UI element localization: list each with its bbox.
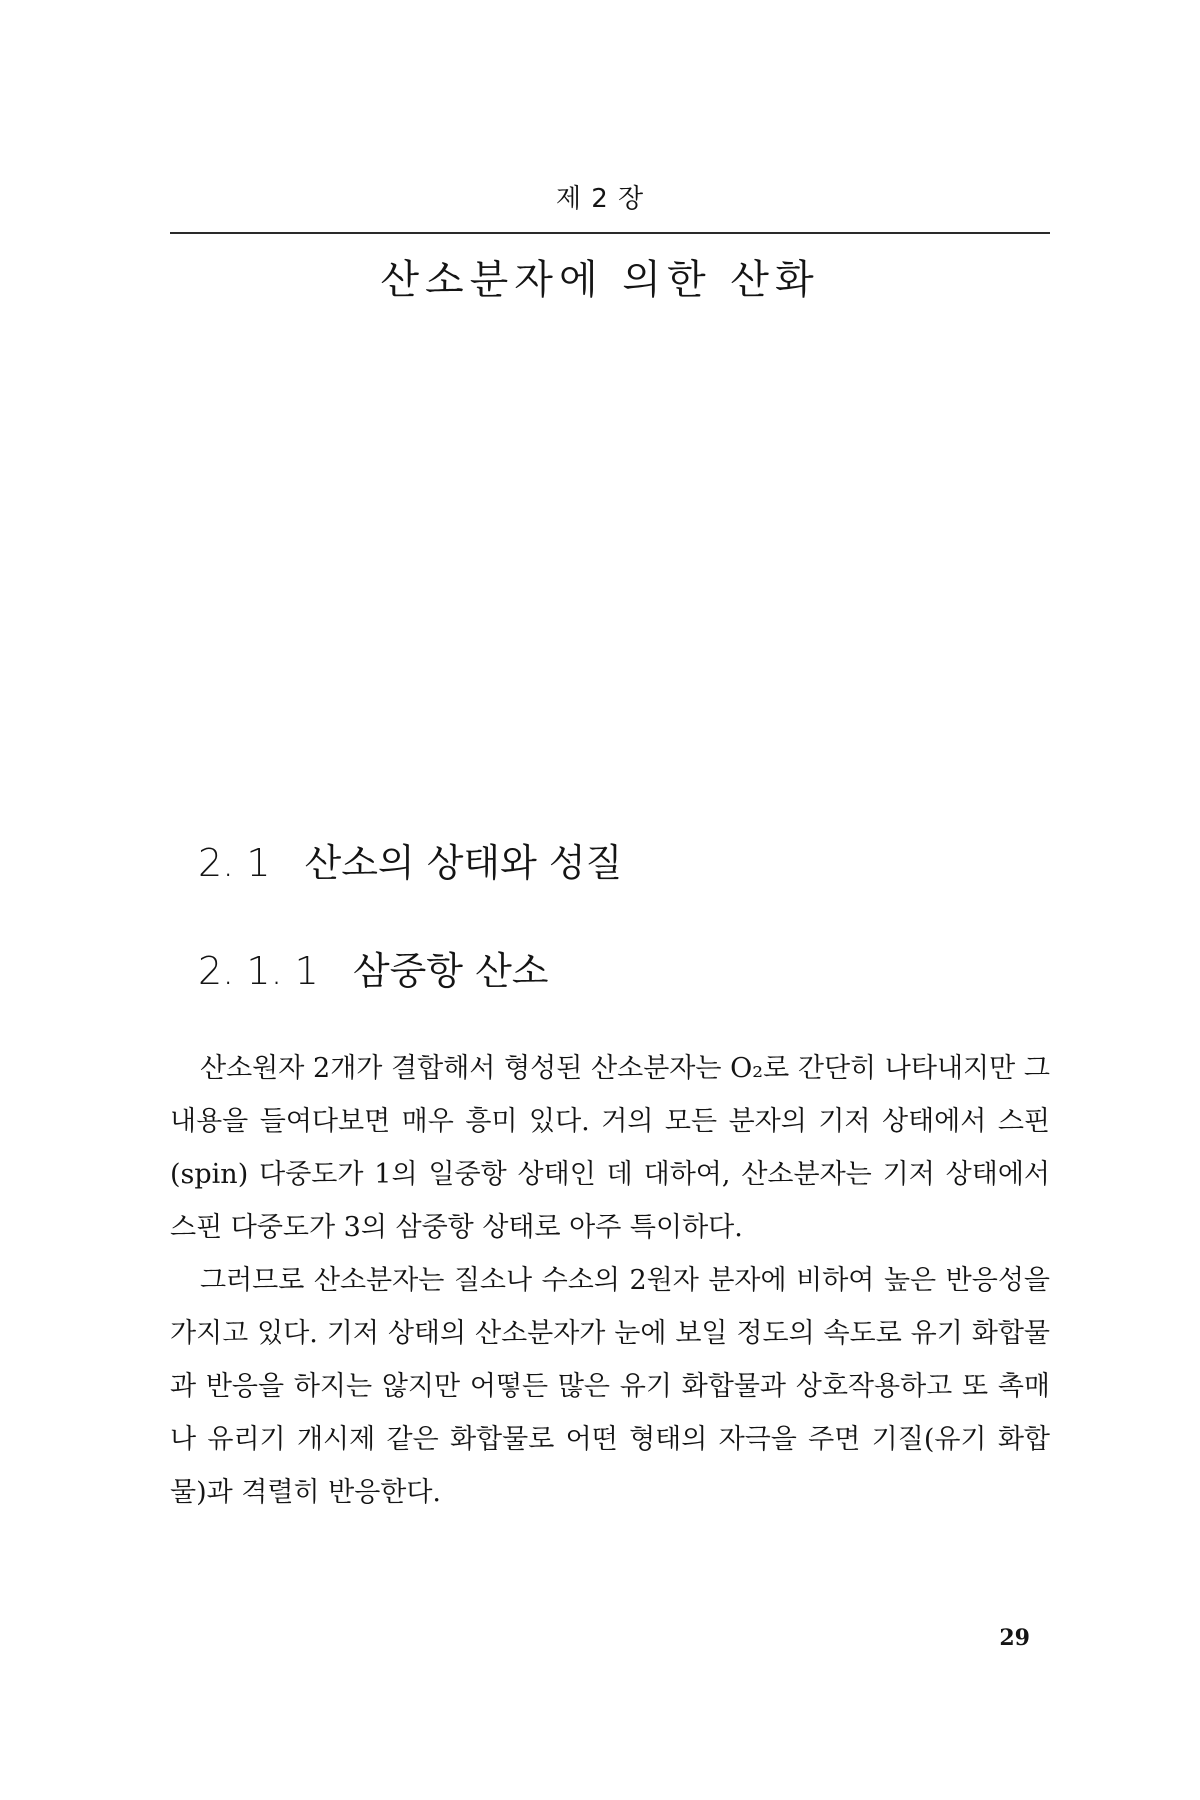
body-text [170,1042,1050,1519]
chapter-label: 제 2 장 [555,184,645,214]
chapter-divider [170,232,1050,234]
section-title: 산소의 상태와 성질 [304,841,623,885]
subsection-number: 2. 1. 1 [198,949,319,993]
page-number: 29 [999,1625,1030,1651]
section-number: 2. 1 [198,841,271,885]
paragraph: 그러므로 산소분자는 질소나 수소의 2원자 분자에 비하여 높은 반응성을 가지고 있다. 기저 상태의 산소분자가 눈에 보일 정도의 속도로 유기 화합물과 반응을 하지는 않지만 어떻든 많은 유기 화합물과 상호작용하고 또 촉매나 유리기 개시제 같은 화합물로 어떤 형태의 자극을 주면 기질(유기 화합물)과 격렬히 반응한다. [170,1265,1050,1508]
subsection-title: 삼중항 산소 [352,949,549,993]
chapter-title: 산소분자에 의한 산화 [380,257,820,303]
paragraph: 산소원자 2개가 결합해서 형성된 산소분자는 O₂로 간단히 나타내지만 그 내용을 들여다보면 매우 흥미 있다. 거의 모든 분자의 기저 상태에서 스핀(spin) 다중도가 1의 일중항 상태인 데 대하여, 산소분자는 기저 상태에서 스핀 다중도가 3의 삼중항 상태로 아주 특이하다. [170,1053,1050,1243]
section-heading [198,832,622,887]
subsection-heading [198,940,548,995]
